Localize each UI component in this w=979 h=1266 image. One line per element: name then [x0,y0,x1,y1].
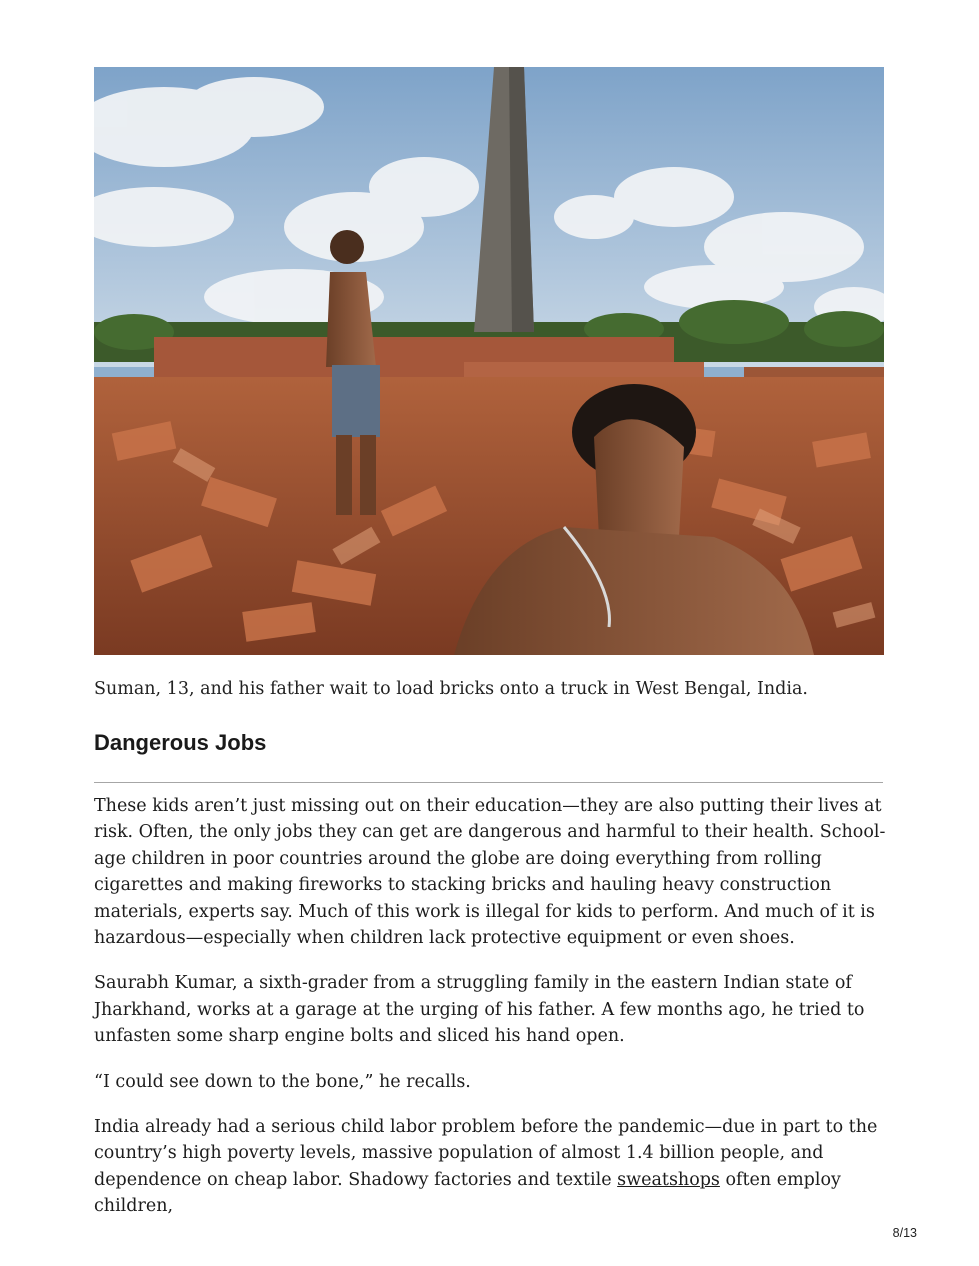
article-body [94,793,894,1239]
paragraph-2: Saurabh Kumar, a sixth-grader from a struggling family in the eastern Indian state of Jharkhand, works at a garage at the urging of his father. A few months ago, he tried to unfasten some sharp engine bolts and sliced his hand open. [94,973,865,1047]
paragraph-4-text-a: India already had a serious child labor problem before the pandemic—due in part to the country’s high poverty levels, massive population of almost 1.4 billion people, and dependence on cheap labor. Shadowy factories and textile [94,1117,878,1190]
paragraph-3: “I could see down to the bone,” he recalls. [94,1071,471,1092]
paragraph-4-text-b: often employ children, [94,1169,841,1217]
paragraph-1: These kids aren’t just missing out on their education—they are also putting their lives at risk. Often, the only jobs they can get are dangerous and harmful to their health. School-age children in poor countries around the globe are doing everything from rolling cigarettes and making fireworks to stacking bricks and hauling heavy construction materials, experts say. Much of this work is illegal for kids to perform. And much of it is hazardous—especially when children lack protective equipment or even shoes. [94,796,886,949]
photo-caption: Suman, 13, and his father wait to load bricks onto a truck in West Bengal, India. [94,679,808,699]
paragraph-4 [94,1114,894,1220]
sweatshops-link[interactable]: sweatshops [617,1169,720,1190]
section-divider [94,782,883,783]
page-number: 8/13 [892,1226,917,1240]
brick-kiln-photo [94,67,884,655]
section-heading: Dangerous Jobs [94,730,267,755]
article-photo [94,67,884,655]
